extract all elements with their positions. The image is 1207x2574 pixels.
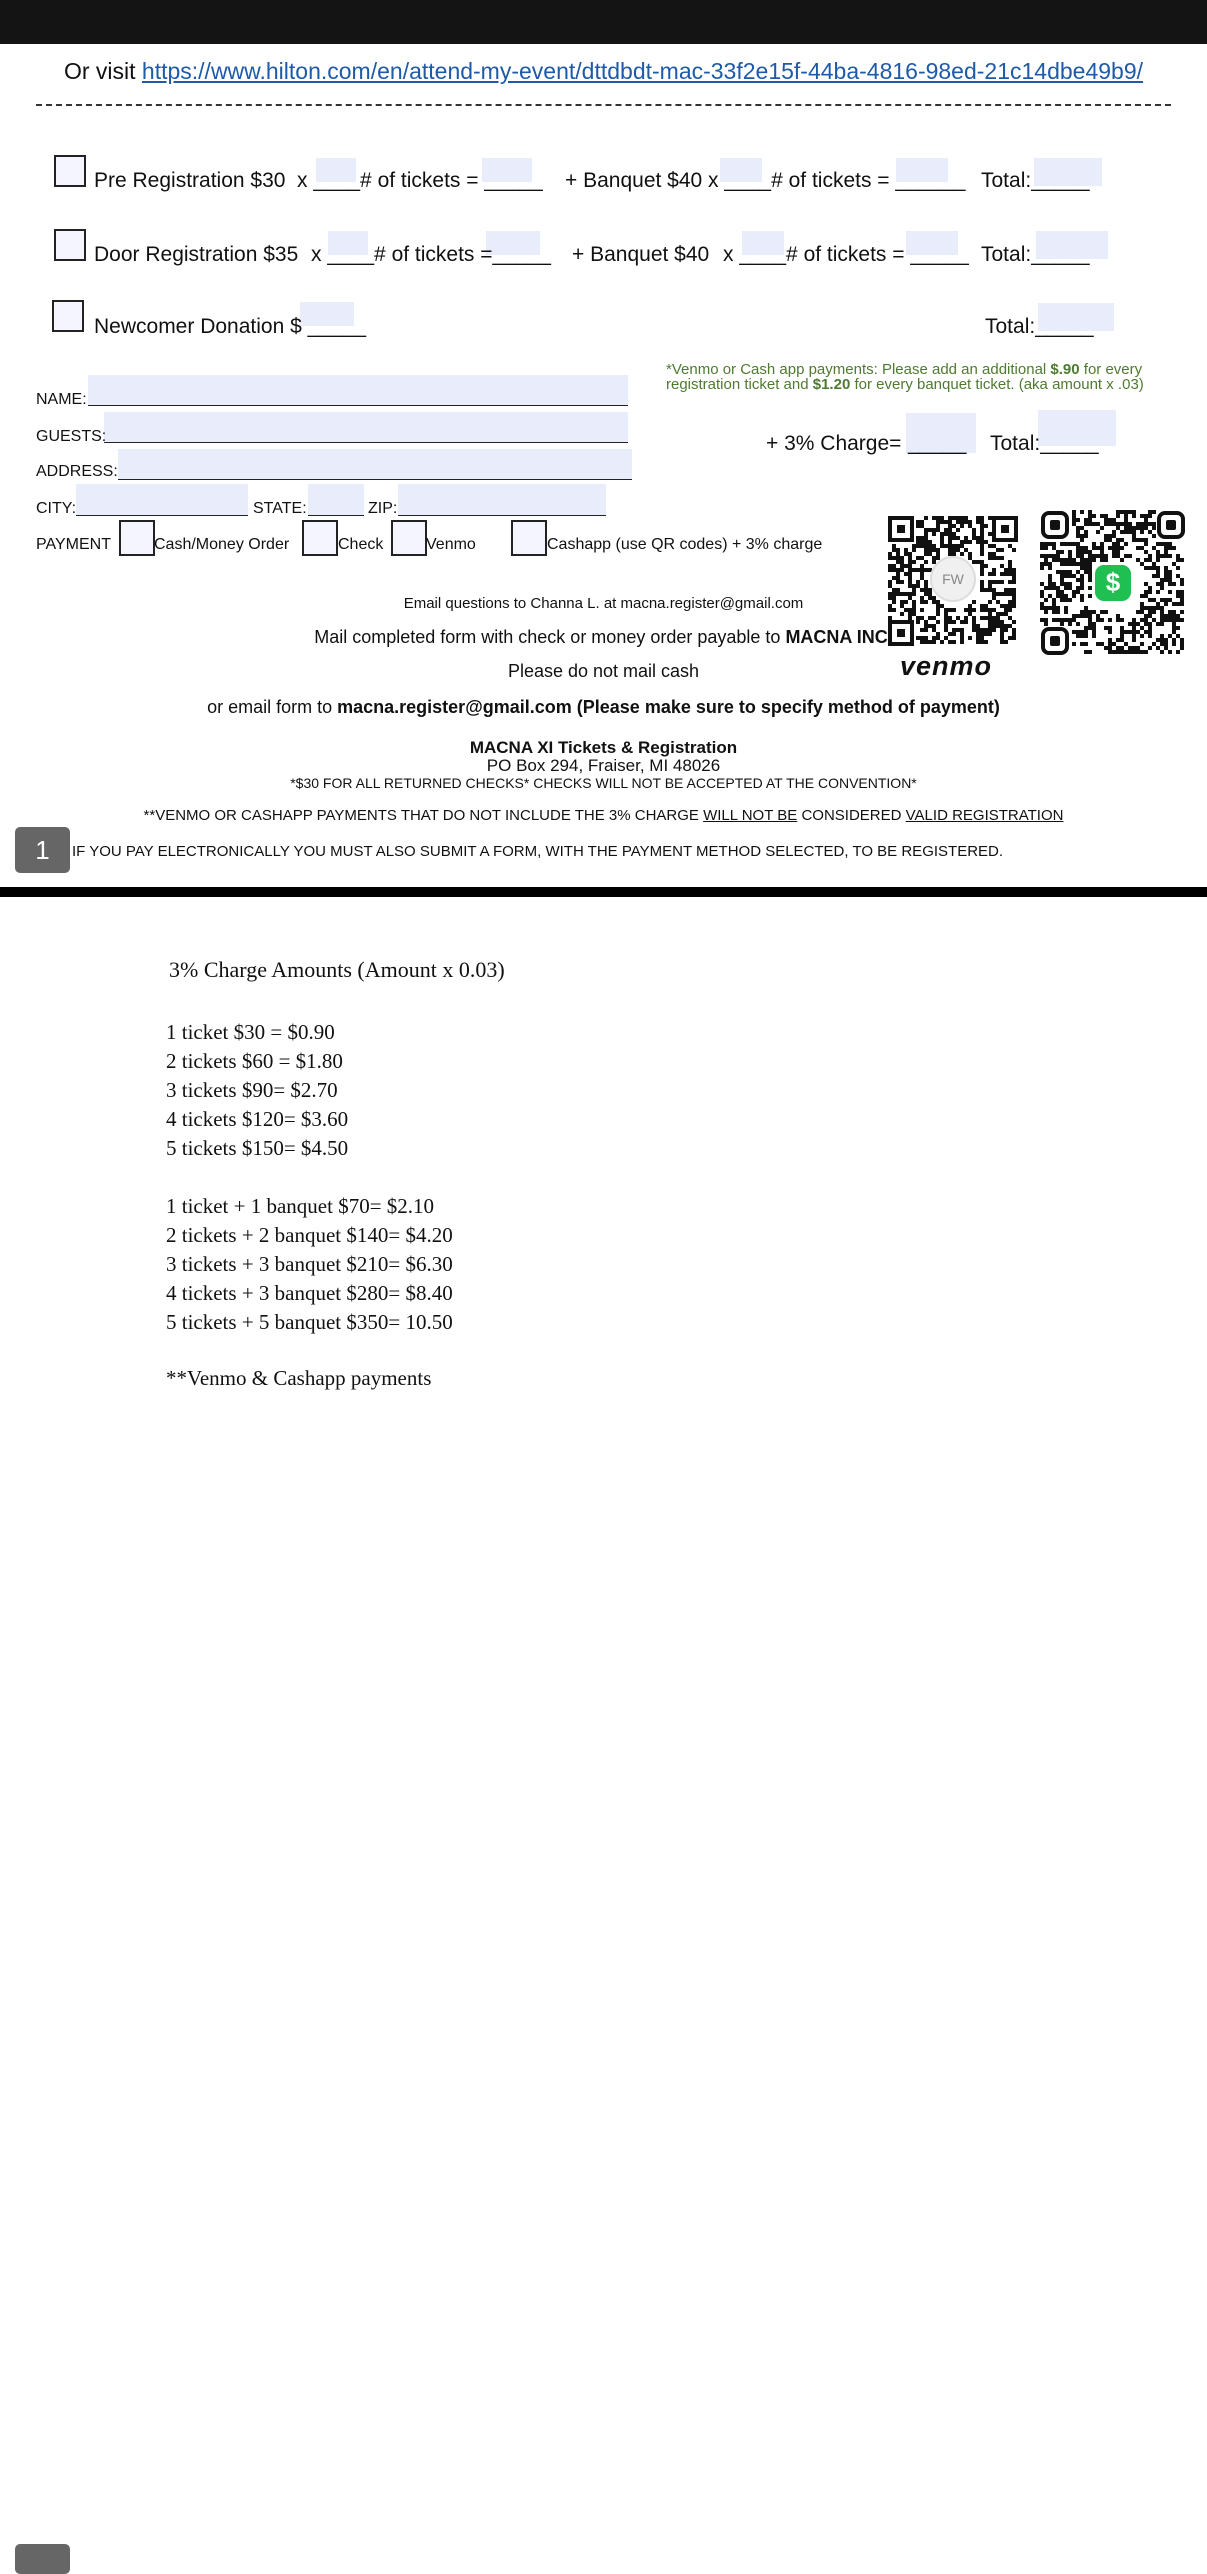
cashapp-label: Cashapp (use QR codes) + 3% charge: [547, 536, 823, 553]
banquet-charges-list: [166, 1192, 453, 1337]
address-label: ADDRESS:: [36, 463, 118, 480]
door-registration-checkbox[interactable]: [54, 229, 86, 261]
city-label: CITY:: [36, 500, 77, 517]
ticket-charges-list: [166, 1018, 348, 1163]
address-field[interactable]: [118, 449, 632, 479]
zip-field[interactable]: [398, 484, 606, 515]
name-underline: [88, 405, 628, 406]
door-reg-total-label: Total:_____: [981, 243, 1090, 266]
list-item: 2 tickets + 2 banquet $140= $4.20: [166, 1223, 453, 1247]
email-form-note: or email form to macna.register@gmail.com (Please make sure to specify method of payment): [207, 697, 1000, 717]
pre-reg-ticket-calc: x ____# of tickets = _____: [297, 169, 543, 192]
newcomer-total-label: Total:_____: [985, 315, 1094, 338]
email-questions: Email questions to Channa L. at macna.register@gmail.com: [403, 595, 804, 612]
pre-reg-banquet-calc: + Banquet $40 x ____# of tickets = ______: [565, 169, 966, 192]
zip-label: ZIP:: [368, 500, 398, 517]
visit-prefix: Or visit: [63, 58, 142, 84]
list-item: 3 tickets + 3 banquet $210= $6.30: [166, 1252, 453, 1276]
list-item: 5 tickets $150= $4.50: [166, 1136, 349, 1160]
charges-title: 3% Charge Amounts (Amount x 0.03): [169, 957, 505, 982]
venmo-label: Venmo: [426, 536, 476, 553]
state-field[interactable]: [308, 484, 364, 515]
top-bar: [0, 0, 1207, 44]
check-checkbox[interactable]: [302, 520, 338, 556]
mail-instructions: Mail completed form with check or money order payable to MACNA INC.: [314, 627, 893, 647]
venmo-checkbox[interactable]: [391, 520, 427, 556]
door-registration-label: Door Registration $35: [94, 243, 299, 266]
charge-blank: _____: [908, 432, 967, 455]
venmo-wordmark: venmo: [900, 651, 993, 681]
returned-checks-note: *$30 FOR ALL RETURNED CHECKS* CHECKS WILL NOT BE ACCEPTED AT THE CONVENTION*: [290, 775, 917, 791]
guests-underline: [104, 442, 628, 443]
city-field[interactable]: [76, 484, 248, 515]
cut-line-divider: [36, 104, 1171, 106]
no-cash-note: Please do not mail cash: [507, 661, 700, 681]
page-number-badge-2: [15, 2544, 70, 2574]
newcomer-donation-checkbox[interactable]: [52, 300, 84, 332]
charges-footer: **Venmo & Cashapp payments: [166, 1366, 432, 1390]
charge-total-label: Total:_____: [990, 432, 1099, 455]
guests-label: GUESTS:: [36, 428, 107, 445]
pre-registration-checkbox[interactable]: [54, 155, 86, 187]
validity-warning: **VENMO OR CASHAPP PAYMENTS THAT DO NOT INCLUDE THE 3% CHARGE WILL NOT BE CONSIDERED VALID REGISTRATION: [143, 807, 1064, 824]
list-item: 2 tickets $60 = $1.80: [166, 1049, 343, 1073]
name-label: NAME:: [36, 391, 87, 408]
list-item: 1 ticket + 1 banquet $70= $2.10: [166, 1194, 435, 1218]
pre-registration-label: Pre Registration $30: [94, 169, 286, 192]
city-underline: [76, 515, 248, 516]
page-number-badge: 1: [15, 827, 70, 873]
pre-reg-total-label: Total:_____: [981, 169, 1090, 192]
list-item: 4 tickets + 3 banquet $280= $8.40: [166, 1281, 453, 1305]
hilton-event-link[interactable]: https://www.hilton.com/en/attend-my-event/dttdbdt-mac-33f2e15f-44ba-4816-98ed-21c14dbe49b9/: [141, 58, 1144, 84]
list-item: 4 tickets $120= $3.60: [166, 1107, 349, 1131]
cashapp-dollar-icon: $: [1105, 567, 1121, 597]
state-label: STATE:: [253, 500, 307, 517]
cash-money-order-label: Cash/Money Order: [154, 536, 290, 553]
fw-badge: FW: [942, 571, 964, 587]
newcomer-donation-label: Newcomer Donation $ _____: [94, 315, 366, 338]
door-reg-banquet-label: + Banquet $40: [572, 243, 710, 266]
address-underline: [118, 479, 632, 480]
electronic-payment-requirement: IF YOU PAY ELECTRONICALLY YOU MUST ALSO SUBMIT A FORM, WITH THE PAYMENT METHOD SELECTED, TO BE REGISTERED.: [72, 843, 1004, 860]
visit-line: [0, 58, 1207, 85]
door-reg-banquet-calc: x ____# of tickets = _____: [723, 243, 969, 266]
charge-label: + 3% Charge=: [766, 432, 902, 455]
guests-field[interactable]: [104, 412, 628, 442]
list-item: 5 tickets + 5 banquet $350= 10.50: [166, 1310, 453, 1334]
door-reg-ticket-calc: x ____# of tickets =_____: [311, 243, 551, 266]
zip-underline: [398, 515, 606, 516]
cash-money-order-checkbox[interactable]: [119, 520, 155, 556]
electronic-payment-note: *Venmo or Cash app payments: Please add an additional $.90 for every registration ticket and $1.20 for every banquet ticket. (aka amount x .03): [666, 361, 1144, 393]
list-item: 1 ticket $30 = $0.90: [166, 1020, 335, 1044]
org-title: MACNA XI Tickets & Registration: [469, 738, 738, 757]
cashapp-checkbox[interactable]: [511, 520, 547, 556]
state-underline: [308, 515, 364, 516]
page-separator: [0, 887, 1207, 897]
payment-label: PAYMENT: [36, 536, 111, 553]
check-label: Check: [338, 536, 384, 553]
po-box: PO Box 294, Fraiser, MI 48026: [486, 756, 721, 775]
name-field[interactable]: [88, 375, 628, 405]
list-item: 3 tickets $90= $2.70: [166, 1078, 338, 1102]
